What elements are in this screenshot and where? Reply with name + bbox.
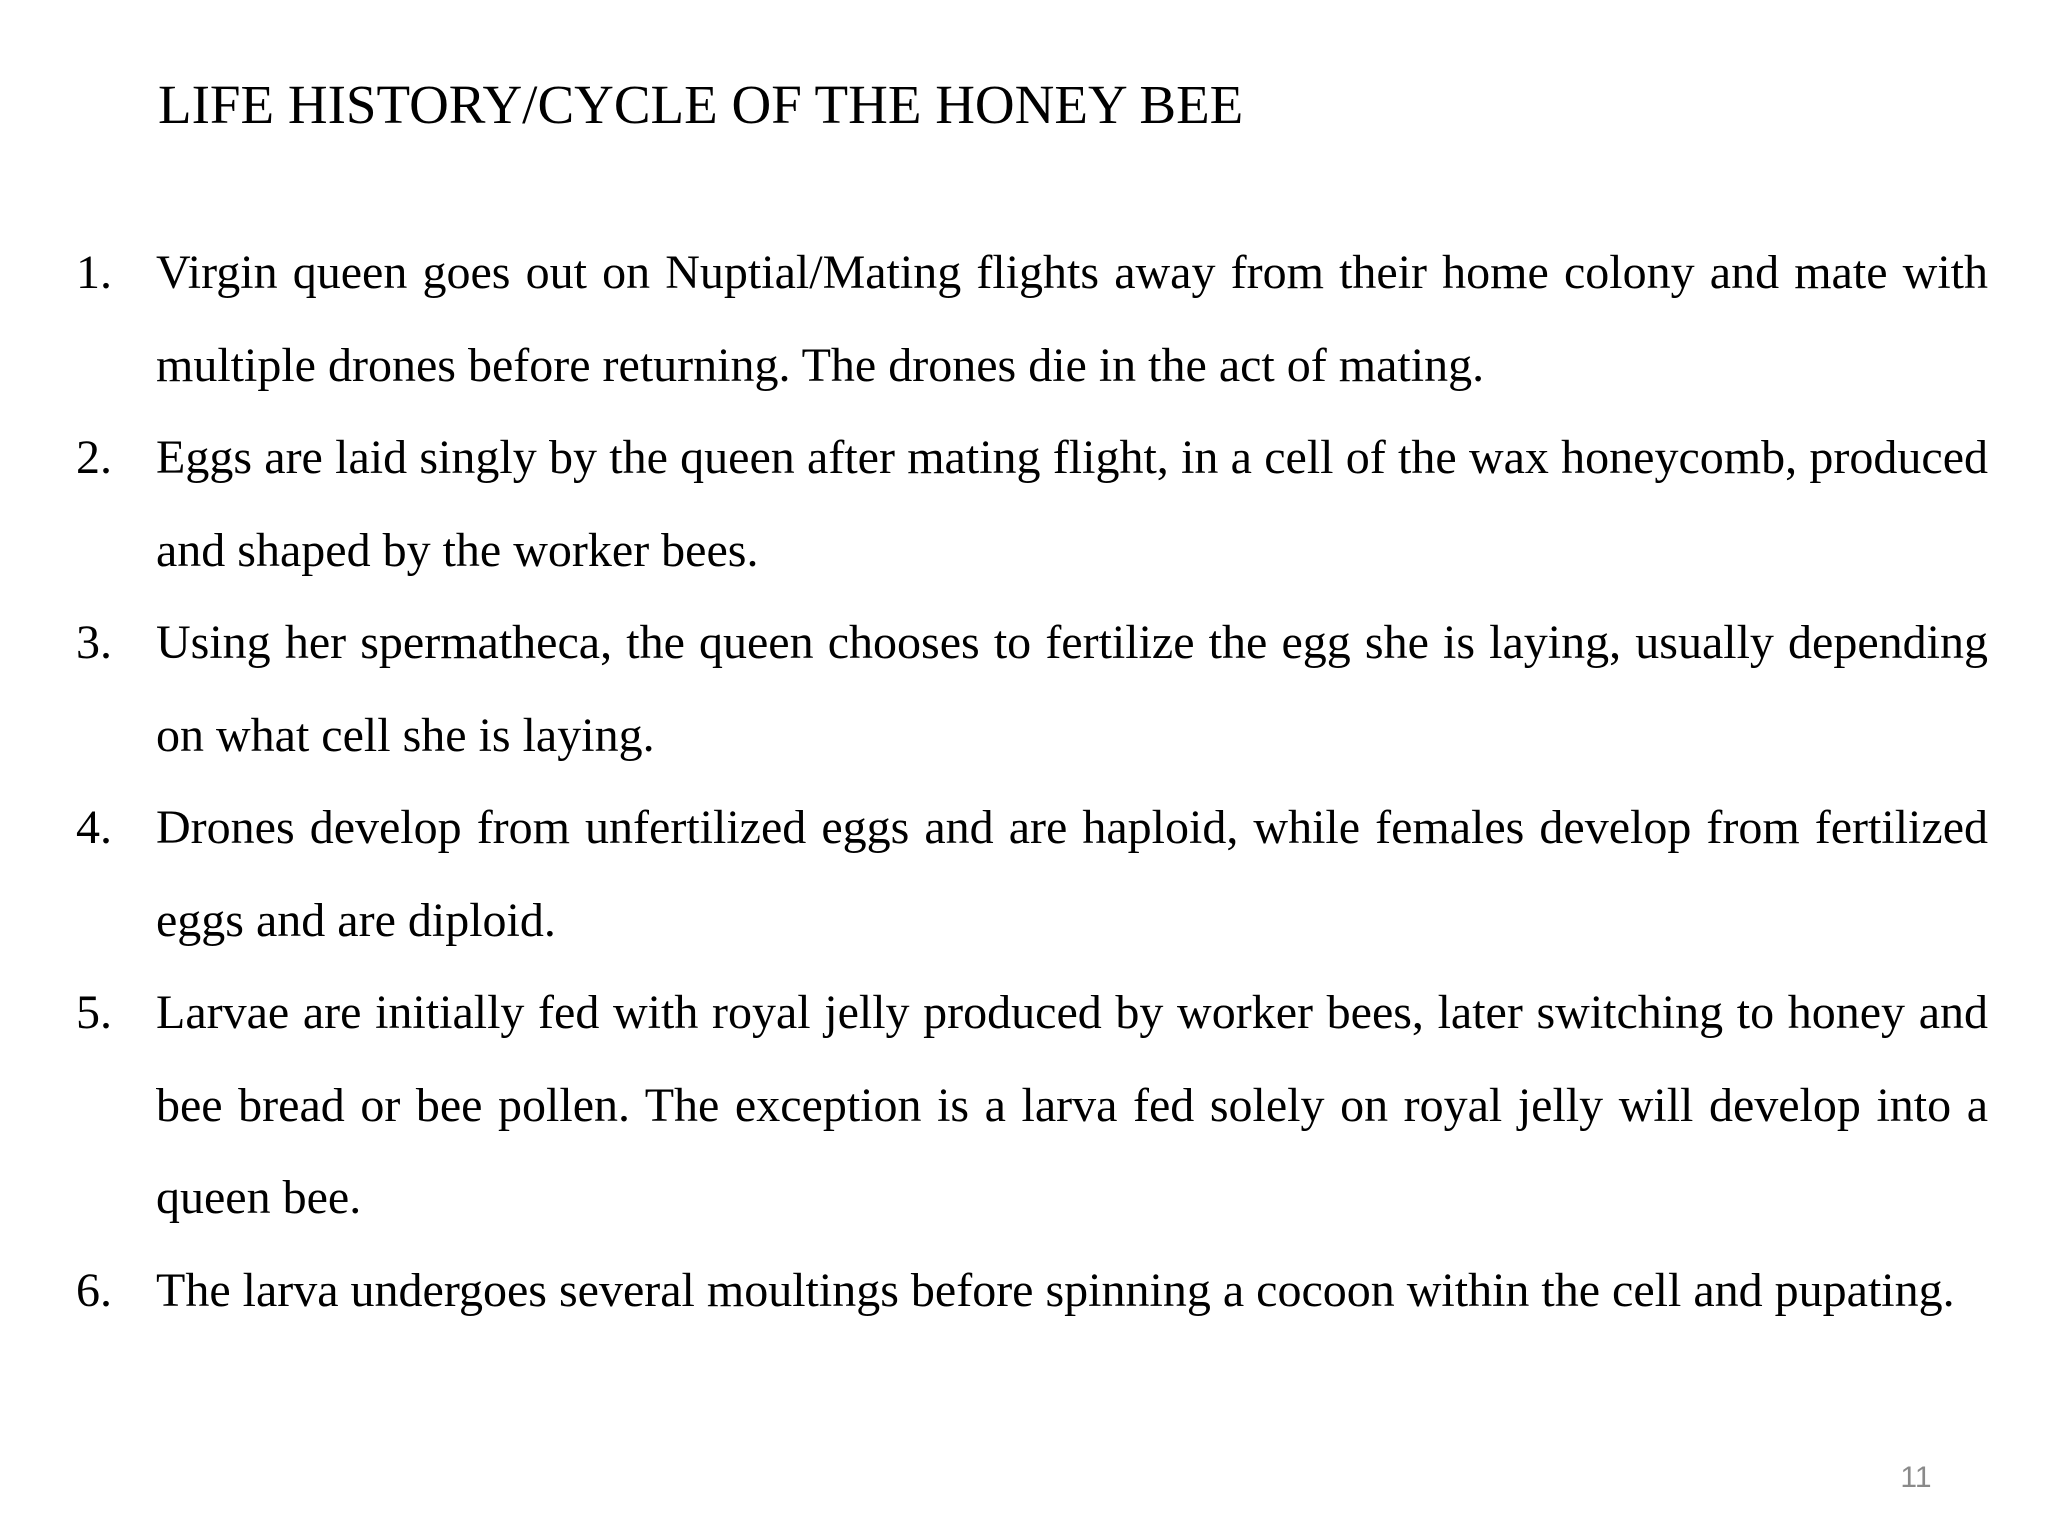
life-cycle-list bbox=[76, 227, 1988, 1337]
list-item-number: 5. bbox=[76, 986, 112, 1039]
list-item bbox=[76, 1245, 1988, 1338]
list-item bbox=[76, 227, 1988, 412]
list-item bbox=[76, 967, 1988, 1245]
page-number: 11 bbox=[1900, 1461, 1932, 1494]
list-item-number: 3. bbox=[76, 616, 112, 669]
list-item-text: Using her spermatheca, the queen chooses to fertilize the egg she is laying, usually depending on what cell she is laying. bbox=[156, 616, 1988, 762]
list-item bbox=[76, 597, 1988, 782]
list-item-text: Drones develop from unfertilized eggs and are haploid, while females develop from fertilized eggs and are diploid. bbox=[156, 801, 1988, 947]
list-item-text: Larvae are initially fed with royal jelly produced by worker bees, later switching to honey and bee bread or bee pollen. The exception is a larva fed solely on royal jelly will develop into a queen bee. bbox=[156, 986, 1988, 1224]
list-item bbox=[76, 782, 1988, 967]
list-item-number: 1. bbox=[76, 246, 112, 299]
list-item-text: Virgin queen goes out on Nuptial/Mating flights away from their home colony and mate with multiple drones before returning. The drones die in the act of mating. bbox=[156, 246, 1988, 392]
list-item-number: 6. bbox=[76, 1263, 112, 1317]
list-item-number: 4. bbox=[76, 801, 112, 854]
list-item-text: Eggs are laid singly by the queen after mating flight, in a cell of the wax honeycomb, produced and shaped by the worker bees. bbox=[156, 431, 1988, 577]
slide-title: LIFE HISTORY/CYCLE OF THE HONEY BEE bbox=[158, 74, 1244, 135]
list-item bbox=[76, 412, 1988, 597]
list-item-number: 2. bbox=[76, 431, 112, 484]
list-item-text: The larva undergoes several moultings before spinning a cocoon within the cell and pupating. bbox=[156, 1263, 1955, 1317]
